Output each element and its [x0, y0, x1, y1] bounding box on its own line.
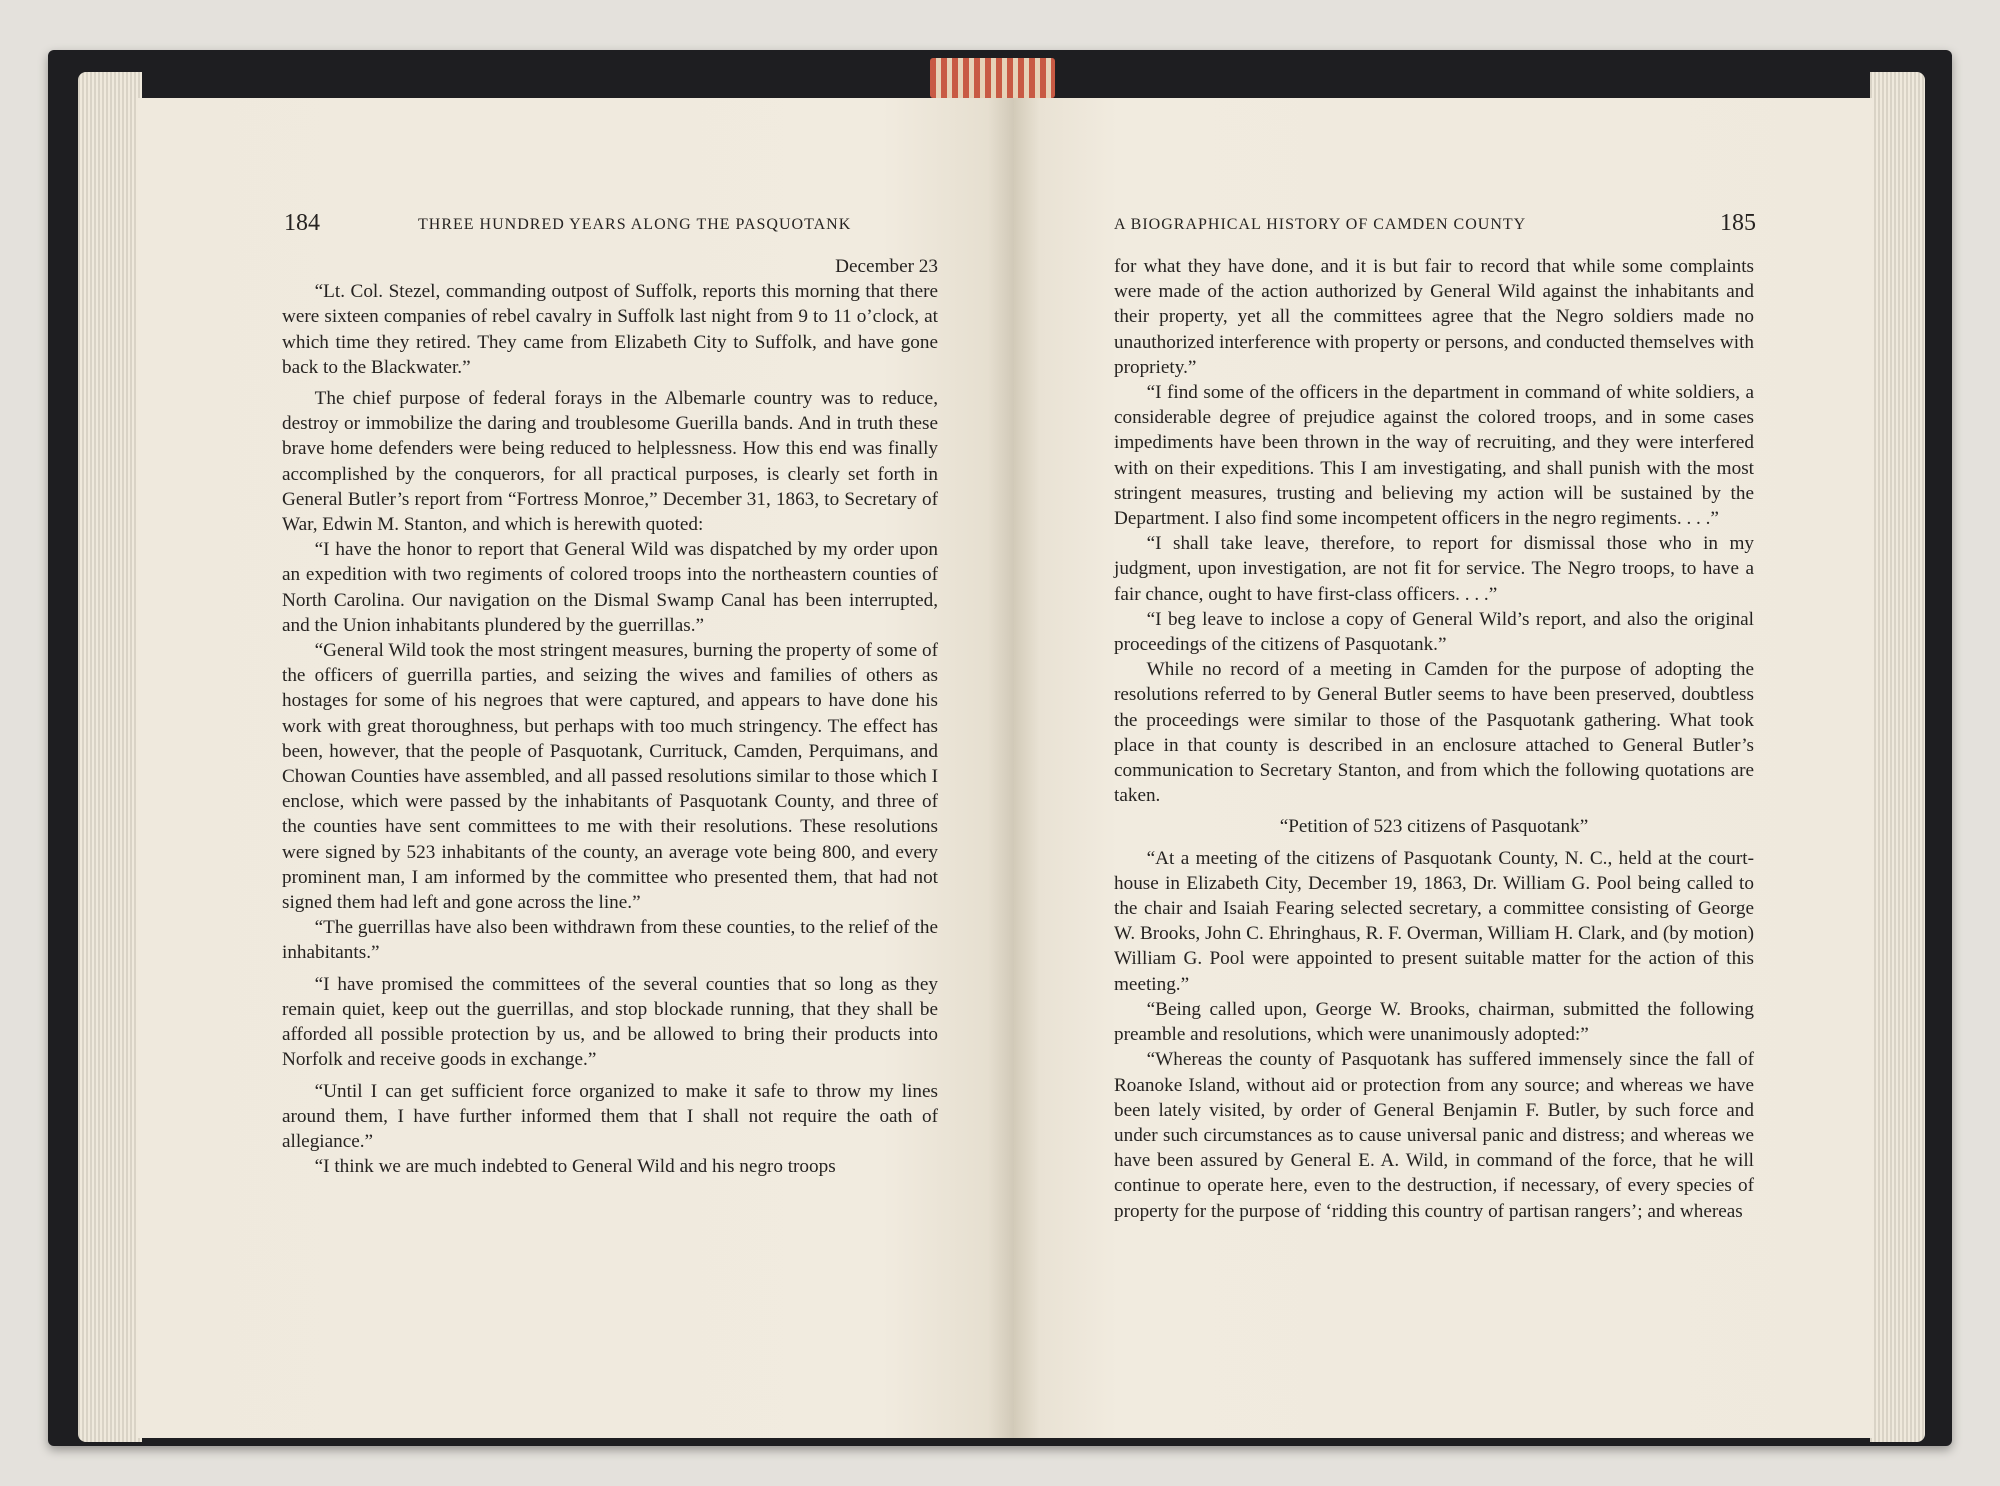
paragraph: “At a meeting of the citizens of Pasquotank County, N. C., held at the court-house in Elizabeth City, December 19, 1863, Dr. William G. Pool being called to the chair and Isaiah Fearing selected secretary, a committee consisting of George W. Brooks, John C. Ehringhaus, R. F. Overman, William H. Clark, and (by motion) William G. Pool were appointed to present suitable matter for the action of this meeting.”: [1114, 847, 1754, 995]
paragraph: for what they have done, and it is but fair to record that while some complaints were made of the action authorized by General Wild against the inhabitants and their property, yet all the committees agree that the Negro soldiers made no unauthorized interference with property or persons, and conducted themselves with propriety.”: [1114, 256, 1754, 378]
paragraph: “I shall take leave, therefore, to report for dismissal those who in my judgment, upon investigation, are not fit for service. The Negro troops, to have a fair chance, ought to have first-class officers. . . .”: [1114, 533, 1754, 605]
left-page-number: 184: [284, 210, 320, 236]
left-page-edges: [78, 72, 142, 1442]
paragraph: “Being called upon, George W. Brooks, chairman, submitted the following preamble and resolutions, which were unanimously adopted:”: [1114, 998, 1754, 1046]
right-running-head: A BIOGRAPHICAL HISTORY OF CAMDEN COUNTY: [1114, 216, 1527, 233]
paragraph: “Until I can get sufficient force organized to make it safe to throw my lines around them, I have further informed them that I shall not require the oath of allegiance.”: [282, 1080, 938, 1152]
paragraph: “Whereas the county of Pasquotank has suffered immensely since the fall of Roanoke Island, without aid or protection from any source; and whereas we have been lately visited, by order of General Benjamin F. Butler, by such force and under such circumstances as to cause universal panic and distress; and whereas we have been assured by General E. A. Wild, in command of the force, that he will continue to operate here, even to the destruction, if necessary, of every species of property for the purpose of ‘ridding this country of partisan rangers’; and whereas: [1114, 1049, 1754, 1222]
paragraph: “The guerrillas have also been withdrawn from these counties, to the relief of the inhabitants.”: [282, 917, 938, 964]
spine-headband: [930, 58, 1055, 98]
dateline: December 23: [835, 256, 938, 277]
right-page-body: [1114, 254, 1754, 1224]
right-page-number: 185: [1720, 210, 1756, 236]
paragraph: “I think we are much indebted to General Wild and his negro troops: [314, 1156, 836, 1178]
section-heading: “Petition of 523 citizens of Pasquotank”: [1279, 816, 1589, 838]
paragraph: “I have promised the committees of the several counties that so long as they remain quiet, keep out the guerrillas, and stop blockade running, that they shall be afforded all possible protection by us, and be allowed to bring their products into Norfolk and receive goods in exchange.”: [282, 973, 938, 1071]
paragraph: “Lt. Col. Stezel, commanding outpost of Suffolk, reports this morning that there were sixteen companies of rebel cavalry in Suffolk last night from 9 to 11 o’clock, at which time they retired. They came from Elizabeth City to Suffolk, and have gone back to the Blackwater.”: [282, 281, 938, 378]
paragraph: While no record of a meeting in Camden for the purpose of adopting the resolutions referred to by General Butler seems to have been preserved, doubtless the proceedings were similar to those of the Pasquotank gathering. What took place in that county is described in an enclosure attached to General Butler’s communication to Secretary Stanton, and from which the following quotations are taken.: [1114, 659, 1754, 807]
paragraph: “I find some of the officers in the department in command of white soldiers, a considerable degree of prejudice against the colored troops, and in some cases impediments have been thrown in the way of recruiting, and they were interfered with on their expeditions. This I am investigating, and shall punish with the most stringent measures, trusting and believing my action will be sustained by the Department. I also find some incompetent officers in the negro regiments. . . .”: [1114, 382, 1754, 530]
left-running-head: THREE HUNDRED YEARS ALONG THE PASQUOTANK: [418, 216, 852, 233]
left-page-body: [282, 254, 938, 1179]
paragraph: “I beg leave to inclose a copy of General Wild’s report, and also the original proceedings of the citizens of Pasquotank.”: [1114, 608, 1754, 656]
paragraph: “I have the honor to report that General Wild was dispatched by my order upon an expedition with two regiments of colored troops into the northeastern counties of North Carolina. Our navigation on the Dismal Swamp Canal has been interrupted, and the Union inhabitants plundered by the guerrillas.”: [282, 539, 938, 636]
right-page: [1014, 98, 1874, 1438]
left-page: [138, 98, 1014, 1438]
paragraph: “General Wild took the most stringent measures, burning the property of some of the officers of guerrilla parties, and seizing the wives and families of others as hostages for some of his negroes that were captured, and appears to have done his work with great thoroughness, but perhaps with too much stringency. The effect has been, however, that the people of Pasquotank, Currituck, Camden, Perquimans, and Chowan Counties have assembled, and all passed resolutions similar to those which I enclose, which were passed by the inhabitants of Pasquotank County, and three of the counties have sent committees to me with their resolutions. These resolutions were signed by 523 inhabitants of the county, an average vote being 800, and every prominent man, I am informed by the committee who presented them, that had not signed them had left and gone across the line.”: [282, 640, 938, 914]
paragraph: The chief purpose of federal forays in the Albemarle country was to reduce, destroy or immobilize the daring and troublesome Guerilla bands. And in truth these brave home defenders were being reduced to helplessness. How this end was finally accomplished by the conquerors, for all practical purposes, is clearly set forth in General Butler’s report from “Fortress Monroe,” December 31, 1863, to Secretary of War, Edwin M. Stanton, and which is herewith quoted:: [282, 388, 938, 536]
right-page-edges: [1870, 72, 1925, 1442]
